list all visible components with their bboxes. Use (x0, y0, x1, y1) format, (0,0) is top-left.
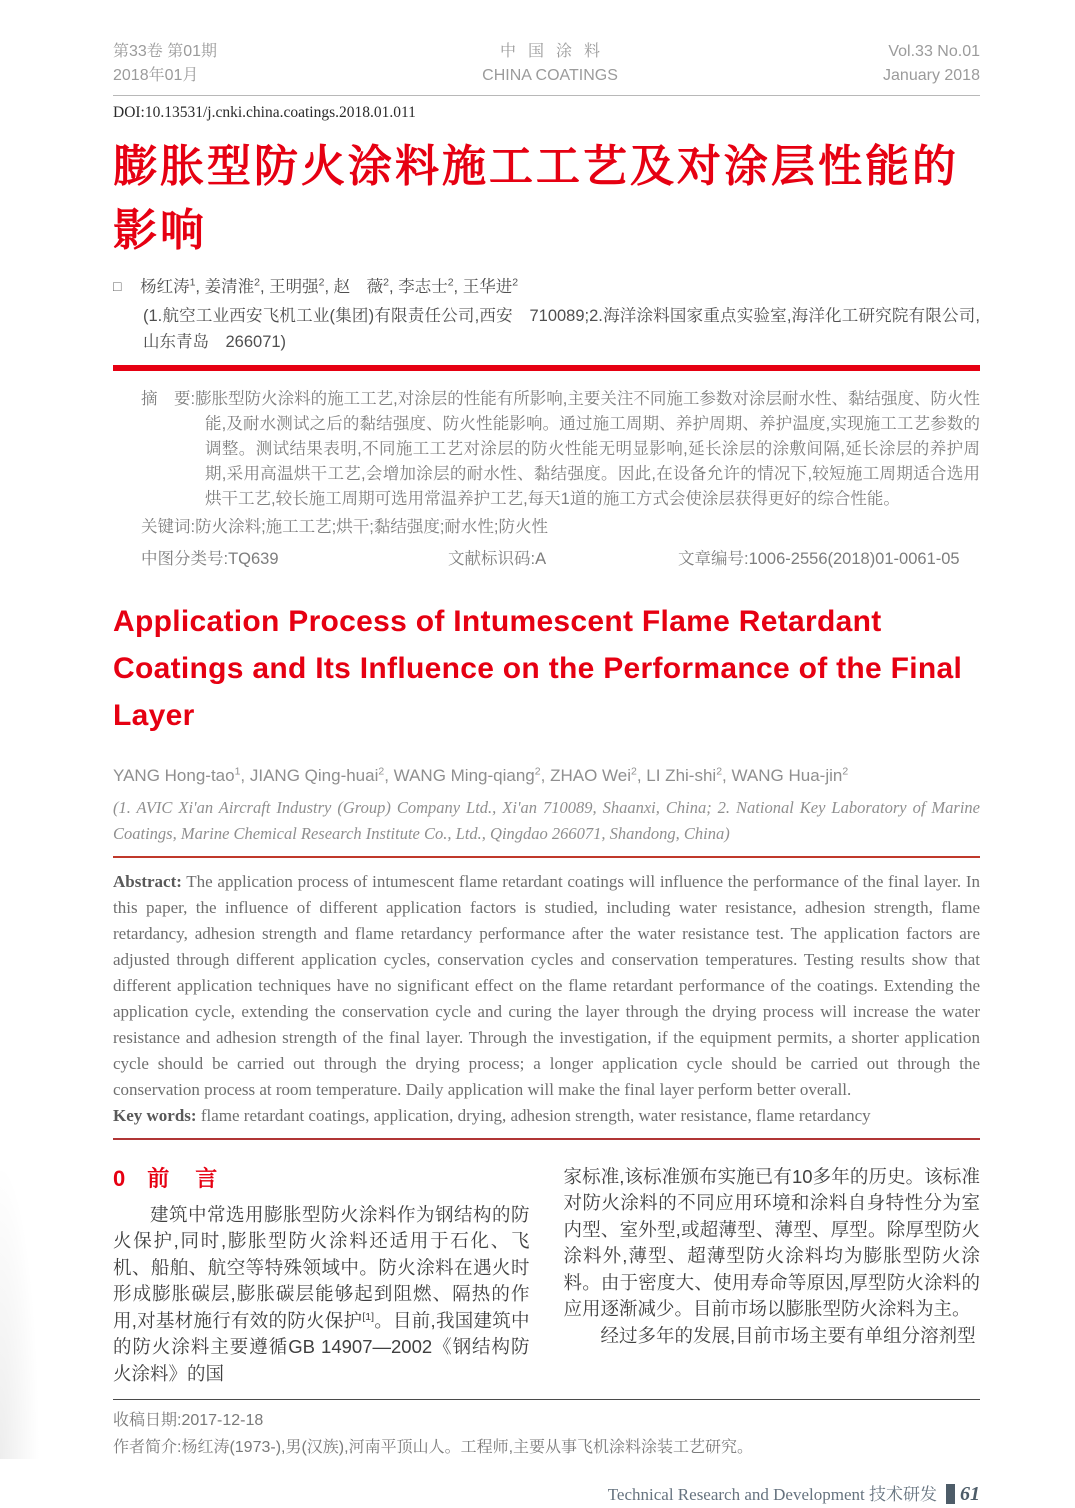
header-left (113, 40, 217, 88)
author-marker-icon: □ (113, 278, 122, 294)
abstract-cn (141, 387, 980, 512)
author-bio: 作者简介:杨红涛(1973-),男(汉族),河南平顶山人。工程师,主要从事飞机涂料涂装工艺研究。 (113, 1439, 754, 1457)
keywords-en (113, 1103, 980, 1140)
journal-name-en: CHINA COATINGS (482, 67, 618, 84)
journal-name-cn: 中国涂料 (500, 43, 613, 60)
keywords-cn-text: 防火涂料;施工工艺;烘干;黏结强度;耐水性;防火性 (195, 518, 549, 536)
document-code: 文献标识码:A (448, 550, 547, 568)
authors-en (113, 764, 980, 788)
author-cn: 赵 薇$^2$, (333, 276, 394, 296)
body-columns (113, 1164, 980, 1388)
footnote-block (113, 1399, 980, 1461)
abstract-cn-label: 摘 要: (141, 390, 196, 408)
received-date: 收稿日期:2017-12-18 (113, 1412, 264, 1430)
affiliation-en: (1. AVIC Xi'an Aircraft Industry (Group) Company Ltd., Xi'an 710089, Shaanxi, China; 2. National Key Laboratory of Marine Coatings, Marine Chemical Research Institute Co., Ltd., Qingdao 266071, Shandong, China) (113, 795, 980, 858)
journal-header (113, 40, 980, 96)
left-column (113, 1164, 530, 1388)
author-cn: 姜清淮$^2$, (204, 276, 265, 296)
citation-ref: [1] (362, 1310, 374, 1323)
intro-paragraph-right-1: 家标准,该标准颁布实施已有10多年的历史。该标准对防火涂料的不同应用环境和涂料自身特性分为室内型、室外型,或超薄型、薄型、厚型。除厚型防火涂料外,薄型、超薄型防火涂料均为膨胀型防火涂料。由于密度大、使用寿命等原因,厚型防火涂料的应用逐渐减少。目前市场以膨胀型防火涂料为主。 (563, 1165, 980, 1320)
header-right (883, 40, 980, 88)
abstract-en (113, 869, 980, 1103)
right-column (564, 1164, 981, 1388)
page-number: 61 (960, 1483, 980, 1506)
author-en: LI Zhi-shi$^2$, (646, 765, 732, 785)
keywords-cn (141, 515, 980, 540)
abstract-cn-text: 膨胀型防火涂料的施工工艺,对涂层的性能有所影响,主要关注不同施工参数对涂层耐水性、黏结强度、防火性能,及耐水测试之后的黏结强度、防火性能影响。通过施工周期、养护周期、养护温度,实现施工工艺参数的调整。测试结果表明,不同施工工艺对涂层的防火性能无明显影响,延长涂层的涂敷间隔,延长涂层的养护周期,采用高温烘干工艺,会增加涂层的耐水性、黏结强度。因此,在设备允许的情况下,较短施工周期适合选用烘干工艺,较长施工周期可选用常温养护工艺,每天1道的施工方式会使涂层获得更好的综合性能。 (195, 390, 980, 508)
author-en: ZHAO Wei$^2$, (550, 765, 647, 785)
red-rule-divider (113, 365, 980, 371)
section-heading-intro (113, 1164, 530, 1194)
footer-bar-icon (946, 1484, 955, 1504)
clc-number: 中图分类号:TQ639 (141, 550, 279, 568)
page-footer (113, 1481, 980, 1508)
doi-line: DOI:10.13531/j.cnki.china.coatings.2018.01.011 (113, 104, 416, 121)
footer-section-en: Technical Research and Development (607, 1485, 865, 1505)
volume-issue-en: Vol.33 No.01 (888, 43, 980, 60)
abstract-en-label: Abstract: (113, 871, 182, 891)
intro-paragraph-left: 建筑中常选用膨胀型防火涂料作为钢结构的防火保护,同时,膨胀型防火涂料还适用于石化、飞机、船舶、航空等特殊领域中。防火涂料在遇火时形成膨胀碳层,膨胀碳层能够起到阻燃、隔热的作用,对基材施行有效的防火保护[1]。目前,我国建筑中的防火涂料主要遵循GB 14907—2002《钢结构防火涂料》的国 (113, 1203, 530, 1384)
keywords-en-text: flame retardant coatings, application, drying, adhesion strength, water resistance, flame retardancy (196, 1105, 871, 1125)
article-id: 文章编号:1006-2556(2018)01-0061-05 (678, 550, 960, 568)
authors-cn (113, 275, 980, 299)
author-en: WANG Hua-jin$^2$ (731, 765, 849, 785)
author-en: YANG Hong-tao$^1$, (113, 765, 250, 785)
footer-section-cn: 技术研发 (869, 1485, 937, 1505)
date-en: January 2018 (883, 67, 980, 84)
affiliation-cn: (1.航空工业西安飞机工业(集团)有限责任公司,西安 710089;2.海洋涂料国家重点实验室,海洋化工研究院有限公司,山东青岛 266071) (143, 307, 980, 351)
volume-issue-cn: 第33卷 第01期 (113, 43, 218, 60)
abstract-en-text: The application process of intumescent flame retardant coatings will influence the performance of the final layer. In this paper, the influence of different application factors is studied, including water resistance, adhesion strength, flame retardancy, adhesion strength and flame retardancy performance after the water resistance test. The application factors are adjusted through different application cycles, conservation cycles and conservation temperatures. Testing results show that different application techniques have no significant effect on the flame retardant performance of the coatings. Extending the application cycle, extending the conservation cycle and curing the layer through the drying process will increase the water resistance and adhesion strength of the final layer. Through the investigation, if the equipment permits, a shorter application cycle should be carried out through the drying process; a longer application cycle should be carried out through the conservation process at room temperature. Daily application will make the final layer perform better overall. (113, 871, 980, 1099)
keywords-cn-label: 关键词: (141, 518, 196, 536)
author-en: WANG Ming-qiang$^2$, (393, 765, 551, 785)
author-cn: 王明强$^2$, (269, 276, 330, 296)
article-title-en: Application Process of Intumescent Flame Retardant Coatings and Its Influence on the Performance of the Final Layer (113, 605, 963, 732)
article-title-cn: 膨胀型防火涂料施工工艺及对涂层性能的影响 (113, 142, 959, 255)
author-cn: 王华进$^2$ (462, 276, 519, 296)
abstract-block-cn (141, 387, 980, 572)
date-cn: 2018年01月 (113, 67, 199, 84)
author-en: JIANG Qing-huai$^2$, (249, 765, 394, 785)
section-title: 前 言 (147, 1165, 220, 1191)
intro-paragraph-right-2: 经过多年的发展,目前市场主要有单组分溶剂型 (600, 1324, 976, 1346)
keywords-en-label: Key words: (113, 1105, 197, 1125)
header-center (482, 40, 618, 88)
classification-row (141, 547, 980, 572)
author-cn: 杨红涛$^1$, (140, 276, 200, 296)
author-cn: 李志士$^2$, (398, 276, 459, 296)
section-number: 0 (113, 1165, 126, 1191)
